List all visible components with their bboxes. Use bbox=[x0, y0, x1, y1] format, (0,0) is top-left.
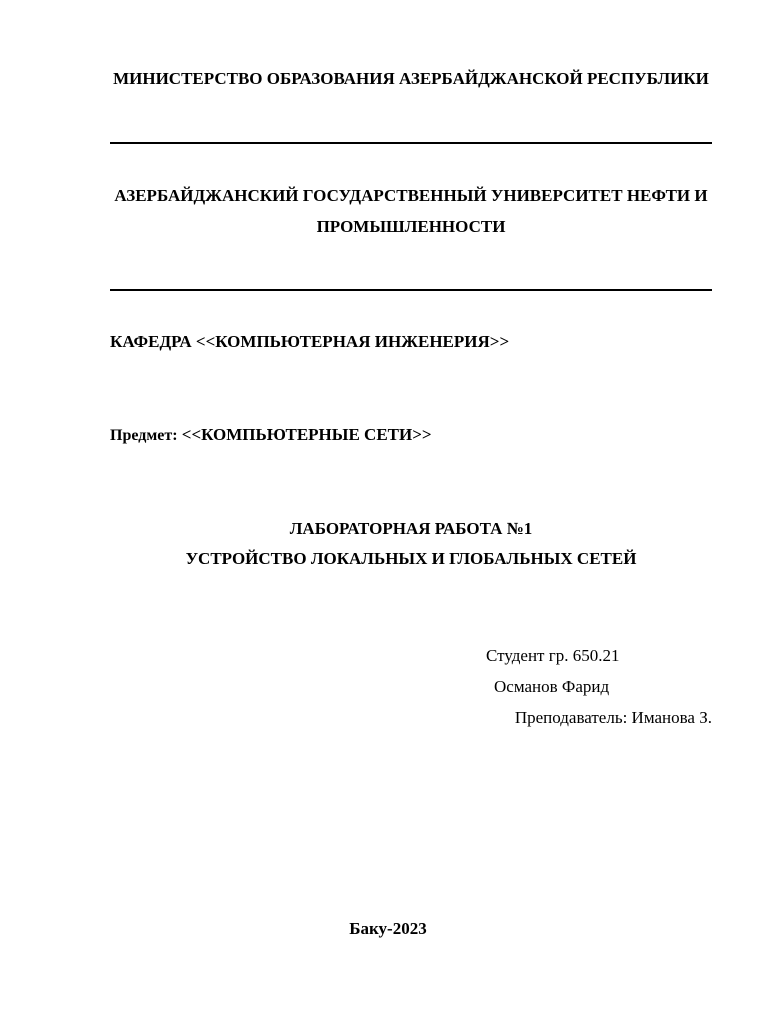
subject-line bbox=[110, 425, 432, 445]
subject-label: Предмет: bbox=[110, 427, 178, 444]
student-group: Студент гр. 650.21 bbox=[486, 646, 620, 665]
city-year: Баку-2023 bbox=[349, 919, 427, 938]
university-name-line1: АЗЕРБАЙДЖАНСКИЙ ГОСУДАРСТВЕННЫЙ УНИВЕРСИТЕТ НЕФТИ И bbox=[114, 186, 708, 205]
author-info-block bbox=[452, 640, 712, 733]
ministry-heading: МИНИСТЕРСТВО ОБРАЗОВАНИЯ АЗЕРБАЙДЖАНСКОЙ РЕСПУБЛИКИ bbox=[113, 69, 709, 88]
student-name: Османов Фарид bbox=[494, 677, 610, 696]
lab-work-subtitle: УСТРОЙСТВО ЛОКАЛЬНЫХ И ГЛОБАЛЬНЫХ СЕТЕЙ bbox=[185, 549, 637, 568]
divider-line-bottom bbox=[110, 289, 712, 291]
lab-work-title: ЛАБОРАТОРНАЯ РАБОТА №1 bbox=[289, 519, 533, 538]
university-name-line2: ПРОМЫШЛЕННОСТИ bbox=[316, 217, 506, 236]
teacher-name: Преподаватель: Иманова З. bbox=[514, 708, 712, 727]
university-heading bbox=[110, 185, 712, 237]
subject-value: <<КОМПЬЮТЕРНЫЕ СЕТИ>> bbox=[181, 425, 432, 444]
department-label: КАФЕДРА <<КОМПЬЮТЕРНАЯ ИНЖЕНЕРИЯ>> bbox=[110, 332, 510, 351]
divider-line-top bbox=[110, 142, 712, 144]
